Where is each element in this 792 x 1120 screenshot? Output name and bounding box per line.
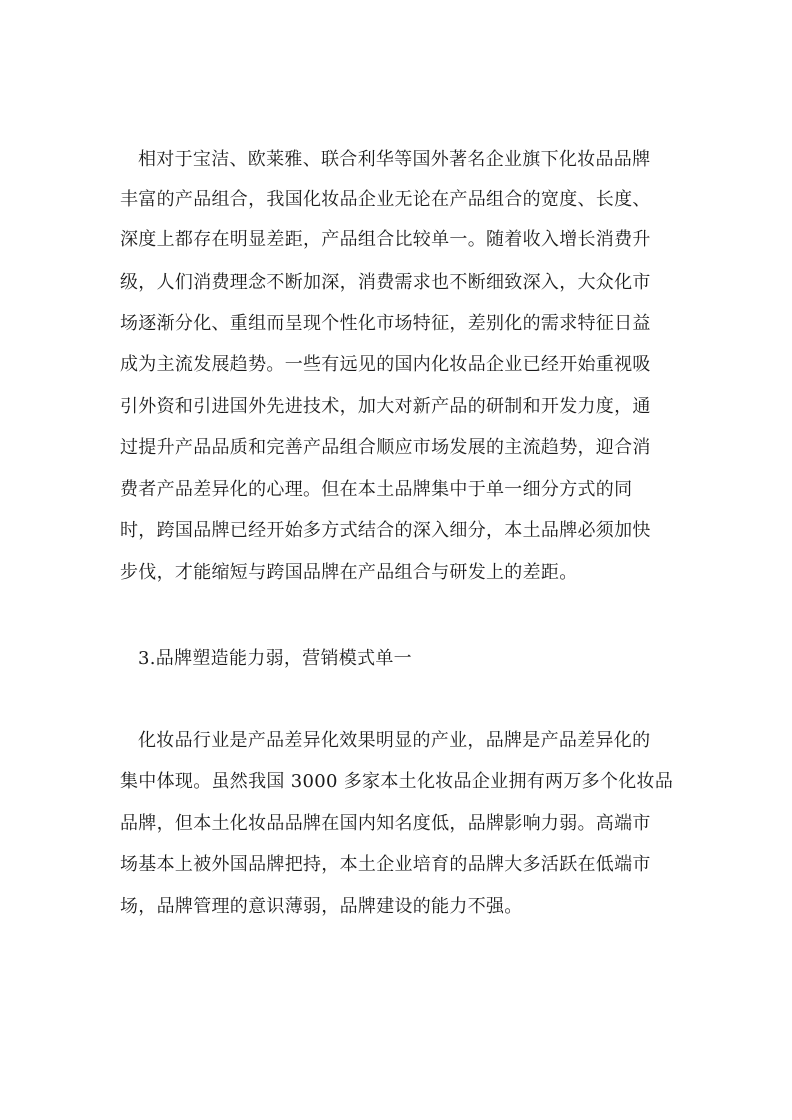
paragraph-line: 时，跨国品牌已经开始多方式结合的深入细分，本土品牌必须加快	[120, 520, 651, 541]
paragraph-line: 场基本上被外国品牌把持，本土企业培育的品牌大多活跃在低端市	[120, 854, 651, 875]
paragraph-line: 集中体现。虽然我国 3000 多家本土化妆品企业拥有两万多个化妆品	[120, 771, 674, 792]
paragraph-line: 丰富的产品组合，我国化妆品企业无论在产品组合的宽度、长度、	[120, 189, 651, 210]
paragraph-line: 费者产品差异化的心理。但在本土品牌集中于单一细分方式的同	[120, 479, 633, 500]
paragraph-line: 深度上都存在明显差距，产品组合比较单一。随着收入增长消费升	[120, 229, 651, 250]
paragraph-line: 过提升产品品质和完善产品组合顺应市场发展的主流趋势，迎合消	[120, 437, 651, 458]
paragraph-line: 步伐，才能缩短与跨国品牌在产品组合与研发上的差距。	[120, 562, 578, 583]
paragraph-line: 相对于宝洁、欧莱雅、联合利华等国外著名企业旗下化妆品品牌	[138, 149, 651, 170]
section-heading: 3.品牌塑造能力弱，营销模式单一	[138, 648, 412, 669]
paragraph-line: 品牌，但本土化妆品品牌在国内知名度低，品牌影响力弱。高端市	[120, 813, 651, 834]
paragraph-line: 引外资和引进国外先进技术，加大对新产品的研制和开发力度，通	[120, 396, 651, 417]
paragraph-line: 化妆品行业是产品差异化效果明显的产业，品牌是产品差异化的	[138, 730, 651, 751]
paragraph-line: 场，品牌管理的意识薄弱，品牌建设的能力不强。	[120, 896, 523, 917]
paragraph-line: 成为主流发展趋势。一些有远见的国内化妆品企业已经开始重视吸	[120, 354, 651, 375]
paragraph-line: 场逐渐分化、重组而呈现个性化市场特征，差别化的需求特征日益	[120, 313, 651, 334]
paragraph-line: 级，人们消费理念不断加深，消费需求也不断细致深入，大众化市	[120, 272, 651, 293]
